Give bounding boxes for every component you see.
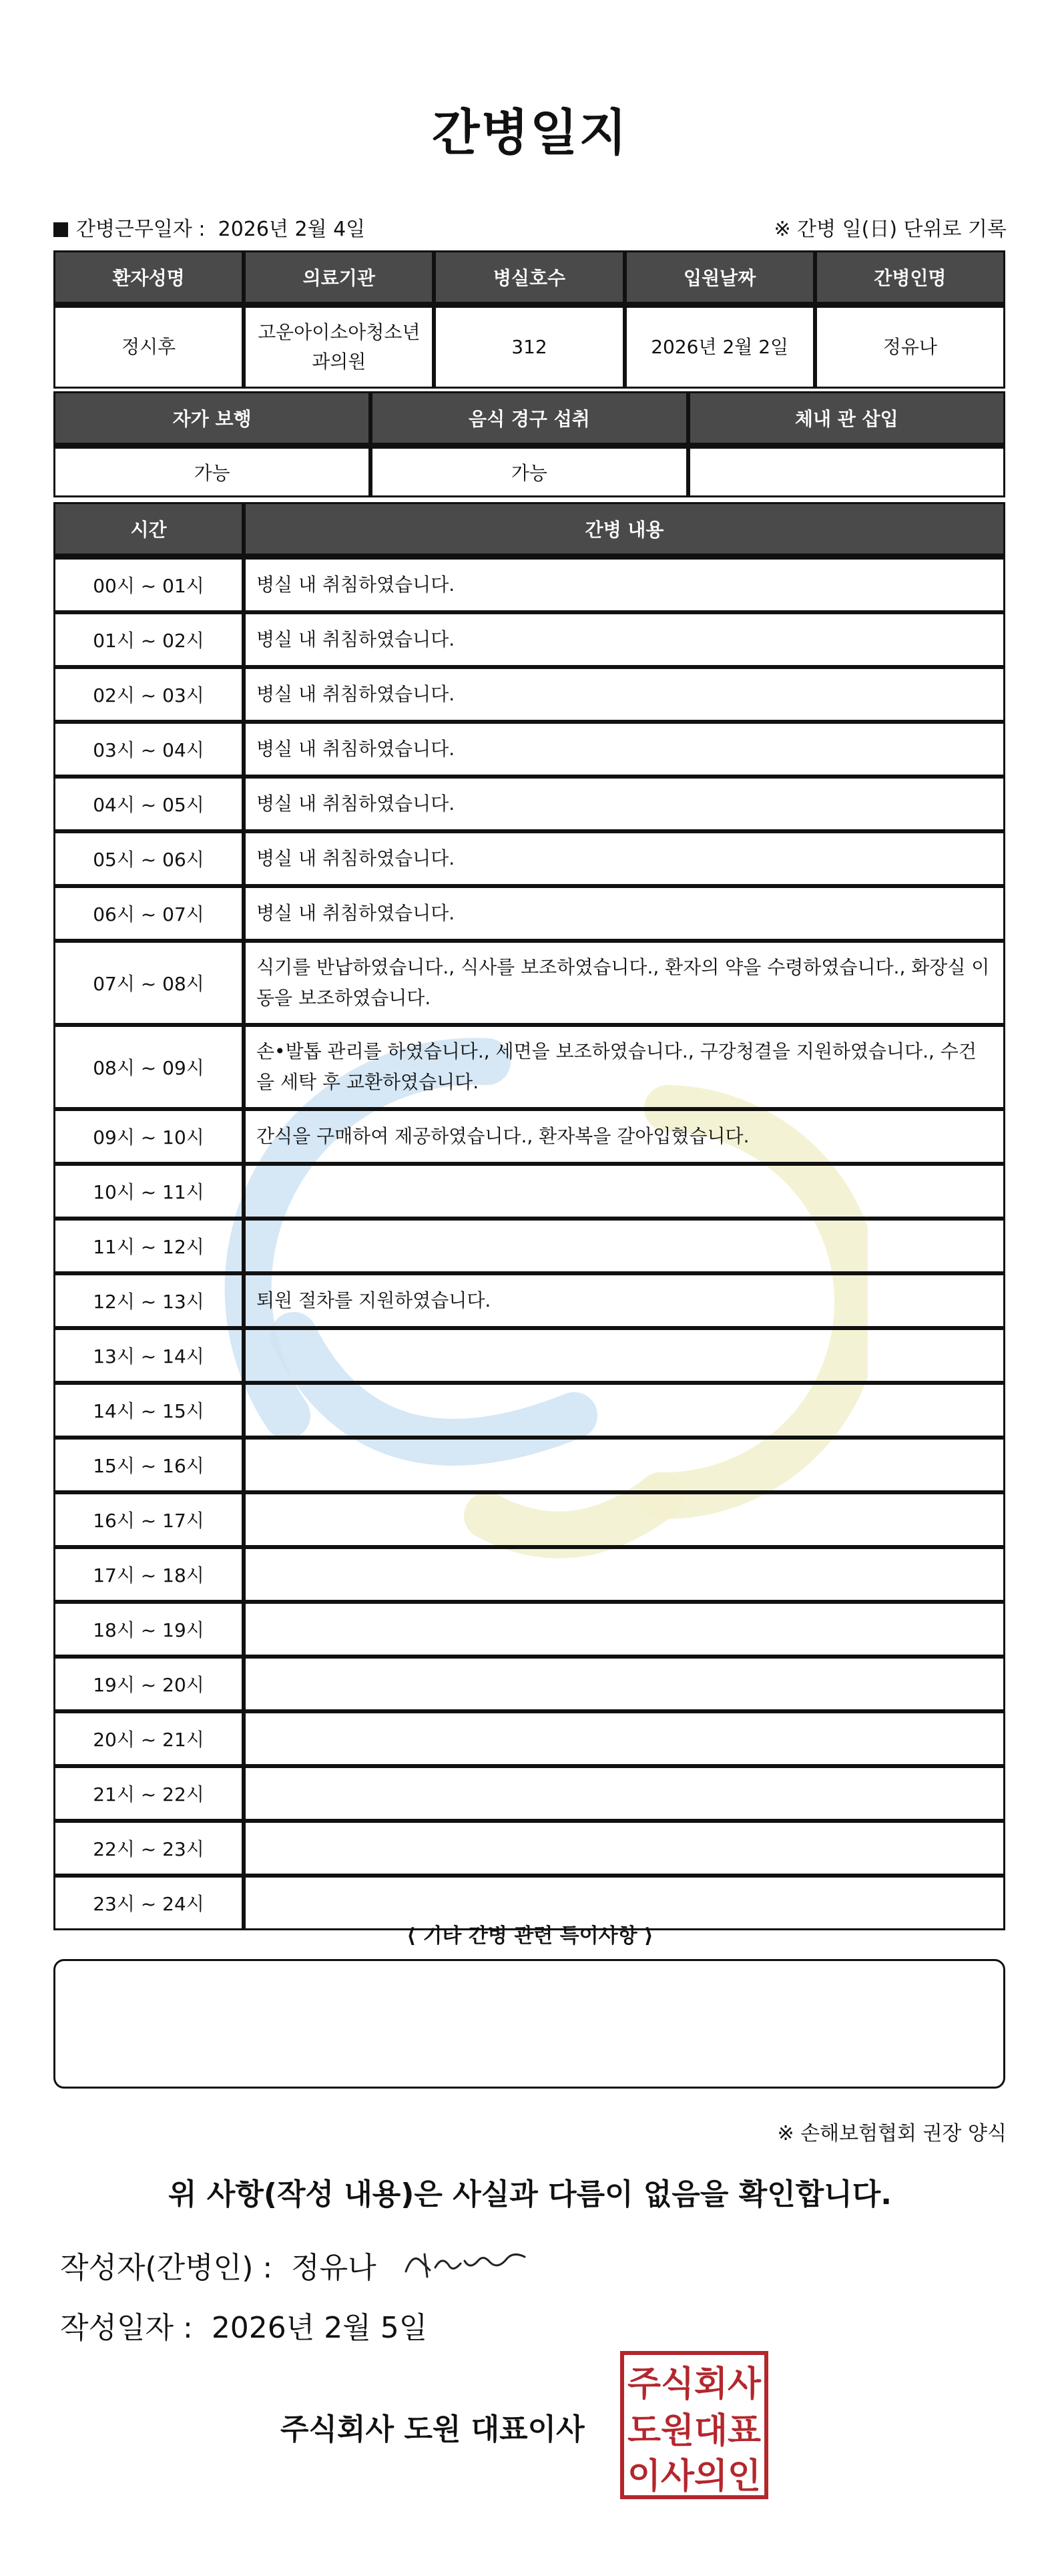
header-time: 시간 [53, 502, 244, 558]
log-time: 17시 ~ 18시 [53, 1547, 244, 1602]
log-time: 11시 ~ 12시 [53, 1219, 244, 1273]
log-row [53, 1766, 1005, 1821]
log-time: 09시 ~ 10시 [53, 1109, 244, 1164]
patient-info-table [53, 250, 1005, 389]
writer-label: 작성자(간병인) : [60, 2251, 273, 2285]
log-time: 18시 ~ 19시 [53, 1602, 244, 1657]
log-time: 16시 ~ 17시 [53, 1492, 244, 1547]
log-content: 간식을 구매하여 제공하였습니다., 환자복을 갈아입혔습니다. [244, 1109, 1005, 1164]
header-self-walking: 자가 보행 [53, 391, 370, 447]
log-row [53, 1109, 1005, 1164]
log-row [53, 1492, 1005, 1547]
writer-name: 정유나 [291, 2251, 376, 2285]
self-walking-value: 가능 [53, 447, 370, 497]
log-content [244, 1492, 1005, 1547]
log-time: 23시 ~ 24시 [53, 1876, 244, 1930]
log-content: 식기를 반납하였습니다., 식사를 보조하였습니다., 환자의 약을 수령하였습니다., 화장실 이동을 보조하였습니다. [244, 941, 1005, 1025]
log-content [244, 1164, 1005, 1219]
log-content: 병실 내 취침하였습니다. [244, 777, 1005, 831]
form-note: ※ 손해보험협회 권장 양식 [777, 2122, 1007, 2145]
log-time: 19시 ~ 20시 [53, 1657, 244, 1711]
log-content [244, 1711, 1005, 1766]
seal-text-line: 도원대표 [627, 2411, 761, 2451]
log-content: 병실 내 취침하였습니다. [244, 667, 1005, 722]
log-time: 07시 ~ 08시 [53, 941, 244, 1025]
writer-line [60, 2243, 376, 2286]
seal-text-line: 이사의인 [627, 2456, 761, 2497]
log-row [53, 941, 1005, 1025]
log-time: 08시 ~ 09시 [53, 1025, 244, 1109]
log-time: 22시 ~ 23시 [53, 1821, 244, 1876]
log-row [53, 1383, 1005, 1438]
log-time: 01시 ~ 02시 [53, 612, 244, 667]
room-number: 312 [434, 306, 624, 389]
company-seal [619, 2350, 769, 2500]
notes-box [53, 1959, 1005, 2089]
log-row [53, 886, 1005, 941]
log-time: 20시 ~ 21시 [53, 1711, 244, 1766]
log-row [53, 1219, 1005, 1273]
log-content [244, 1602, 1005, 1657]
log-time: 14시 ~ 15시 [53, 1383, 244, 1438]
care-log-table [53, 502, 1005, 1930]
log-row [53, 1547, 1005, 1602]
header-room-number: 병실호수 [434, 250, 624, 306]
log-content [244, 1328, 1005, 1383]
log-content: 병실 내 취침하였습니다. [244, 886, 1005, 941]
log-content [244, 1821, 1005, 1876]
square-bullet-icon [53, 222, 68, 237]
log-time: 13시 ~ 14시 [53, 1328, 244, 1383]
log-row [53, 1438, 1005, 1492]
log-time: 05시 ~ 06시 [53, 831, 244, 886]
log-time: 03시 ~ 04시 [53, 722, 244, 777]
header-caregiver-name: 간병인명 [815, 250, 1005, 306]
log-content: 병실 내 취침하였습니다. [244, 612, 1005, 667]
signature [401, 2241, 534, 2288]
log-content: 병실 내 취침하였습니다. [244, 722, 1005, 777]
log-row [53, 1821, 1005, 1876]
log-content: 손•발톱 관리를 하였습니다., 세면을 보조하였습니다., 구강청결을 지원하였습니다., 수건을 세탁 후 교환하였습니다. [244, 1025, 1005, 1109]
log-time: 00시 ~ 01시 [53, 558, 244, 612]
log-content: 퇴원 절차를 지원하였습니다. [244, 1273, 1005, 1328]
document-title: 간병일지 [432, 104, 628, 162]
log-time: 15시 ~ 16시 [53, 1438, 244, 1492]
log-row [53, 722, 1005, 777]
log-content: 병실 내 취침하였습니다. [244, 831, 1005, 886]
log-content [244, 1219, 1005, 1273]
oral-intake-value: 가능 [370, 447, 688, 497]
company-name: 주식회사 도원 대표이사 [280, 2412, 585, 2446]
log-time: 10시 ~ 11시 [53, 1164, 244, 1219]
log-row [53, 612, 1005, 667]
work-date-label: 간병근무일자 : [76, 218, 206, 241]
work-date: 2026년 2월 4일 [218, 218, 366, 241]
log-row [53, 1273, 1005, 1328]
log-time: 04시 ~ 05시 [53, 777, 244, 831]
header-oral-intake: 음식 경구 섭취 [370, 391, 688, 447]
log-row [53, 1164, 1005, 1219]
seal-text-line: 주식회사 [627, 2364, 762, 2404]
log-row [53, 667, 1005, 722]
log-content [244, 1766, 1005, 1821]
patient-name: 정시후 [53, 306, 244, 389]
log-row [53, 1602, 1005, 1657]
written-date: 2026년 2월 5일 [211, 2311, 428, 2345]
procedure-table [53, 391, 1005, 497]
log-time: 02시 ~ 03시 [53, 667, 244, 722]
header-patient-name: 환자성명 [53, 250, 244, 306]
confirm-statement: 위 사항(작성 내용)은 사실과 다름이 없음을 확인합니다. [168, 2177, 892, 2211]
header-tube-insertion: 체내 관 삽입 [688, 391, 1005, 447]
log-content: 병실 내 취침하였습니다. [244, 558, 1005, 612]
log-content [244, 1657, 1005, 1711]
log-row [53, 1711, 1005, 1766]
log-time: 06시 ~ 07시 [53, 886, 244, 941]
hospital-name: 고운아이소아청소년과의원 [244, 306, 434, 389]
log-row [53, 777, 1005, 831]
tube-insertion-value [688, 447, 1005, 497]
log-row [53, 558, 1005, 612]
written-date-label: 작성일자 : [60, 2311, 193, 2345]
log-row [53, 1025, 1005, 1109]
log-content [244, 1438, 1005, 1492]
header-hospital: 의료기관 [244, 250, 434, 306]
header-care-content: 간병 내용 [244, 502, 1005, 558]
log-time: 21시 ~ 22시 [53, 1766, 244, 1821]
caregiver-name: 정유나 [815, 306, 1005, 389]
log-row [53, 1328, 1005, 1383]
notes-title: ⟨ 기타 간병 관련 특이사항 ⟩ [407, 1924, 653, 1948]
log-row [53, 831, 1005, 886]
written-date-line [60, 2304, 427, 2346]
log-content [244, 1383, 1005, 1438]
work-date-line [53, 212, 365, 242]
log-time: 12시 ~ 13시 [53, 1273, 244, 1328]
header-admission-date: 입원날짜 [625, 250, 815, 306]
log-content [244, 1547, 1005, 1602]
log-row [53, 1657, 1005, 1711]
record-note: ※ 간병 일(日) 단위로 기록 [774, 218, 1007, 241]
admission-date: 2026년 2월 2일 [625, 306, 815, 389]
